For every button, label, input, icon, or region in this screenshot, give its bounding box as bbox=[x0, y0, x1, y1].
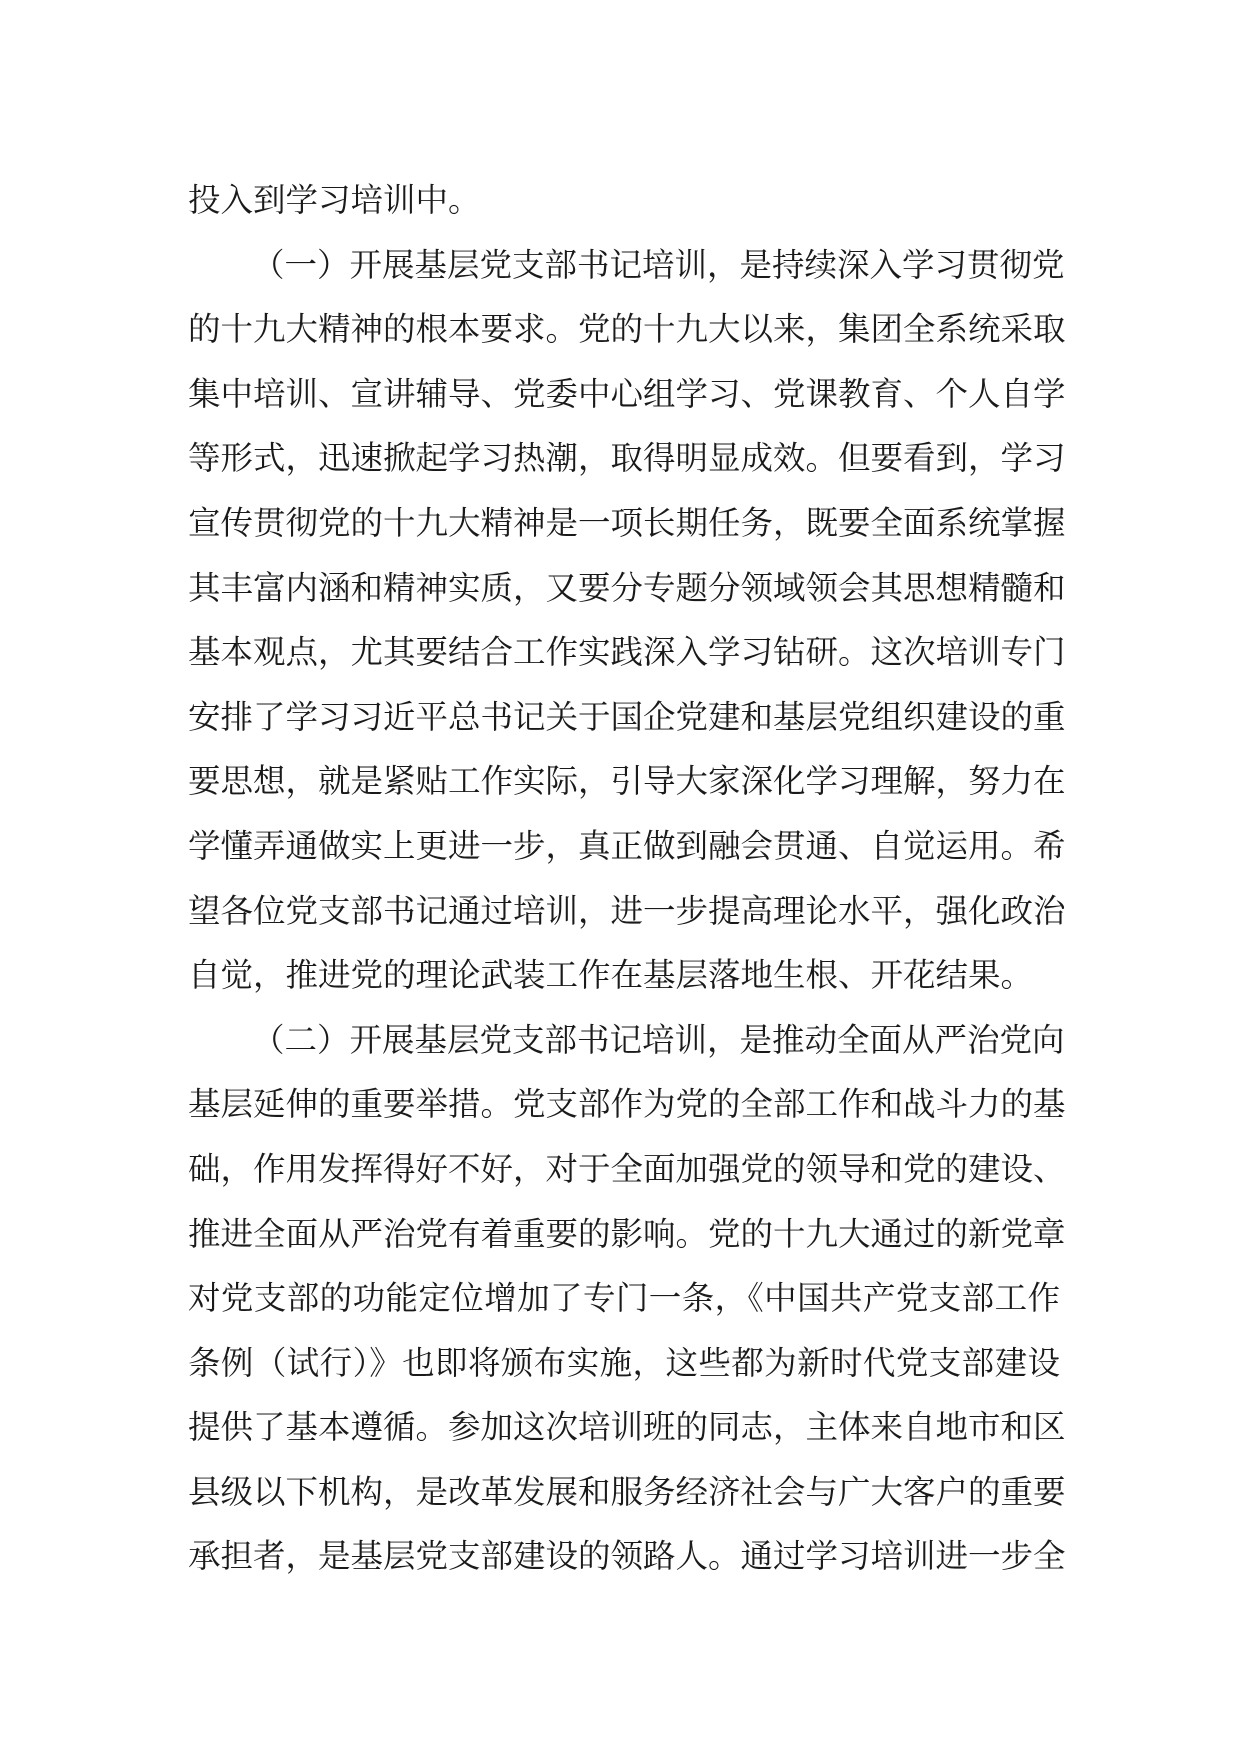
text-line: 对党支部的功能定位增加了专门一条，《中国共产党支部工作 bbox=[188, 1279, 1060, 1318]
text-line: 学懂弄通做实上更进一步，真正做到融会贯通、自觉运用。希 bbox=[188, 826, 1066, 865]
document-body bbox=[188, 168, 1066, 1589]
text-line: 承担者，是基层党支部建设的领路人。通过学习培训进一步全 bbox=[188, 1537, 1066, 1576]
text-line: 宣传贯彻党的十九大精神是一项长期任务，既要全面系统掌握 bbox=[188, 503, 1066, 542]
text-line: 县级以下机构，是改革发展和服务经济社会与广大客户的重要 bbox=[188, 1472, 1066, 1511]
text-line: 投入到学习培训中。 bbox=[188, 181, 481, 219]
text-line: 要思想，就是紧贴工作实际，引导大家深化学习理解，努力在 bbox=[188, 762, 1066, 801]
text-line: 望各位党支部书记通过培训，进一步提高理论水平，强化政治 bbox=[188, 891, 1066, 930]
paragraph-first-line: （一）开展基层党支部书记培训，是持续深入学习贯彻党 bbox=[252, 245, 1065, 284]
text-line: 安排了学习习近平总书记关于国企党建和基层党组织建设的重 bbox=[188, 697, 1066, 736]
text-line: 基本观点，尤其要结合工作实践深入学习钻研。这次培训专门 bbox=[188, 633, 1066, 672]
text-line: 基层延伸的重要举措。党支部作为党的全部工作和战斗力的基 bbox=[188, 1085, 1066, 1124]
text-line: 提供了基本遵循。参加这次培训班的同志，主体来自地市和区 bbox=[188, 1408, 1066, 1447]
text-line: 础，作用发挥得好不好，对于全面加强党的领导和党的建设、 bbox=[188, 1149, 1066, 1188]
text-line: 自觉，推进党的理论武装工作在基层落地生根、开花结果。 bbox=[188, 956, 1034, 995]
text-line: 的十九大精神的根本要求。党的十九大以来，集团全系统采取 bbox=[188, 310, 1066, 349]
text-line: 推进全面从严治党有着重要的影响。党的十九大通过的新党章 bbox=[188, 1214, 1066, 1253]
text-line: 其丰富内涵和精神实质，又要分专题分领域领会其思想精髓和 bbox=[188, 568, 1066, 607]
text-line: 条例（试行）》也即将颁布实施，这些都为新时代党支部建设 bbox=[188, 1343, 1060, 1382]
text-line: 集中培训、宣讲辅导、党委中心组学习、党课教育、个人自学 bbox=[188, 374, 1066, 413]
text-line: 等形式，迅速掀起学习热潮，取得明显成效。但要看到，学习 bbox=[188, 439, 1066, 478]
paragraph-first-line: （二）开展基层党支部书记培训，是推动全面从严治党向 bbox=[252, 1020, 1065, 1059]
